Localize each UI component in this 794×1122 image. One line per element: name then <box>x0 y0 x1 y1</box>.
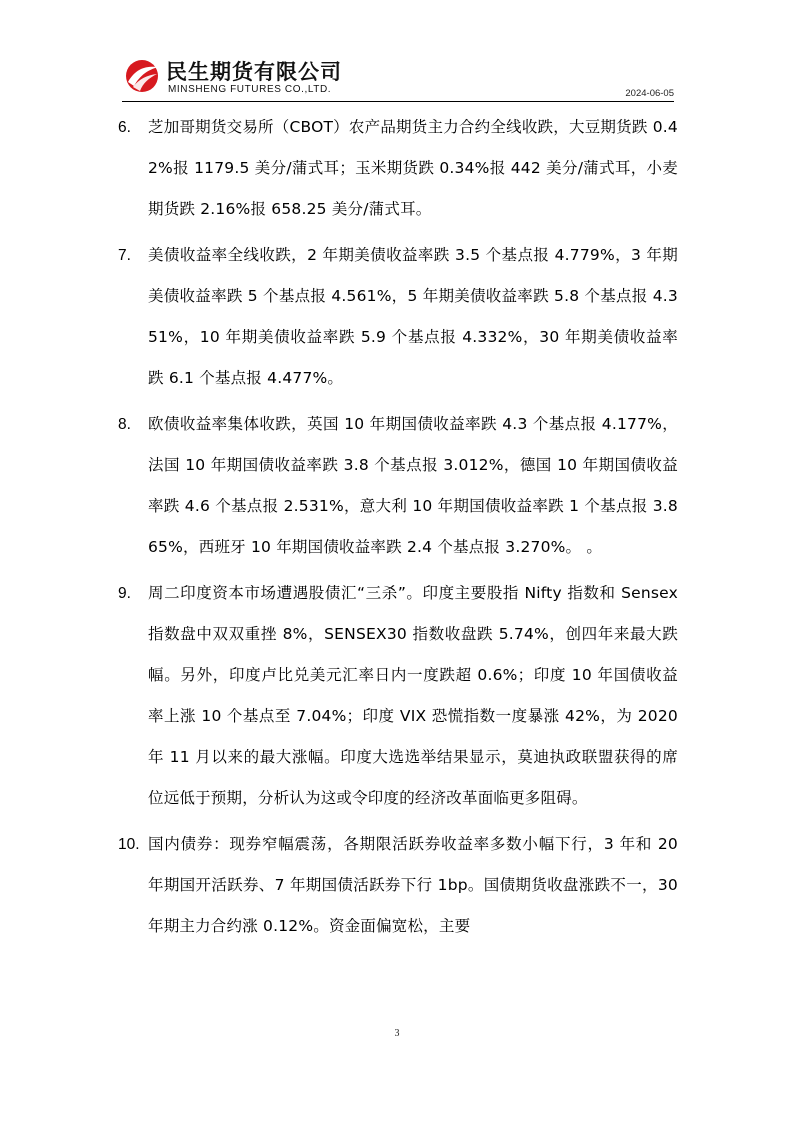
report-date: 2024-06-05 <box>625 88 674 99</box>
news-item-7 <box>118 235 678 399</box>
item-number: 7. <box>118 247 131 264</box>
news-item-10 <box>118 824 678 947</box>
item-number: 8. <box>118 416 131 433</box>
page-header <box>122 52 674 102</box>
item-number: 6. <box>118 119 131 136</box>
item-text: 欧债收益率集体收跌，英国 10 年期国债收益率跌 4.3 个基点报 4.177%，法国 10 年期国债收益率跌 3.8 个基点报 3.012%，德国 10 年期国债收益率跌 4.6 个基点报 2.531%，意大利 10 年期国债收益率跌 1 个基点报 3.865%，西班牙 10 年期国债收益率跌 2.4 个基点报 3.270%。 。 <box>148 415 678 556</box>
minsheng-logo-icon <box>124 58 160 94</box>
item-text: 美债收益率全线收跌，2 年期美债收益率跌 3.5 个基点报 4.779%，3 年期美债收益率跌 5 个基点报 4.561%，5 年期美债收益率跌 5.8 个基点报 4.351%，10 年期美债收益率跌 5.9 个基点报 4.332%，30 年期美债收益率跌 6.1 个基点报 4.477%。 <box>148 246 678 387</box>
news-item-6 <box>118 107 678 230</box>
item-number: 9. <box>118 585 131 602</box>
header-divider <box>122 101 674 102</box>
item-text: 国内债券：现券窄幅震荡，各期限活跃券收益率多数小幅下行，3 年和 20 年期国开活跃券、7 年期国债活跃券下行 1bp。国债期货收盘涨跌不一，30 年期主力合约涨 0.12%。资金面偏宽松，主要 <box>148 835 678 935</box>
company-name-cn: 民生期货有限公司 <box>166 60 342 84</box>
item-text: 芝加哥期货交易所（CBOT）农产品期货主力合约全线收跌，大豆期货跌 0.42%报 1179.5 美分/蒲式耳；玉米期货跌 0.34%报 442 美分/蒲式耳，小麦期货跌 2.16%报 658.25 美分/蒲式耳。 <box>148 118 678 218</box>
item-number: 10. <box>118 836 140 853</box>
news-item-8 <box>118 404 678 568</box>
news-item-9 <box>118 573 678 819</box>
page-number: 3 <box>394 1028 400 1039</box>
news-list <box>118 107 678 952</box>
company-name-en: MINSHENG FUTURES CO.,LTD. <box>168 84 332 95</box>
item-text: 周二印度资本市场遭遇股债汇“三杀”。印度主要股指 Nifty 指数和 Sensex 指数盘中双双重挫 8%，SENSEX30 指数收盘跌 5.74%，创四年来最大跌幅。另外，印度卢比兑美元汇率日内一度跌超 0.6%；印度 10 年国债收益率上涨 10 个基点至 7.04%；印度 VIX 恐慌指数一度暴涨 42%，为 2020 年 11 月以来的最大涨幅。印度大选选举结果显示，莫迪执政联盟获得的席位远低于预期，分析认为这或令印度的经济改革面临更多阻碍。 <box>148 584 678 807</box>
